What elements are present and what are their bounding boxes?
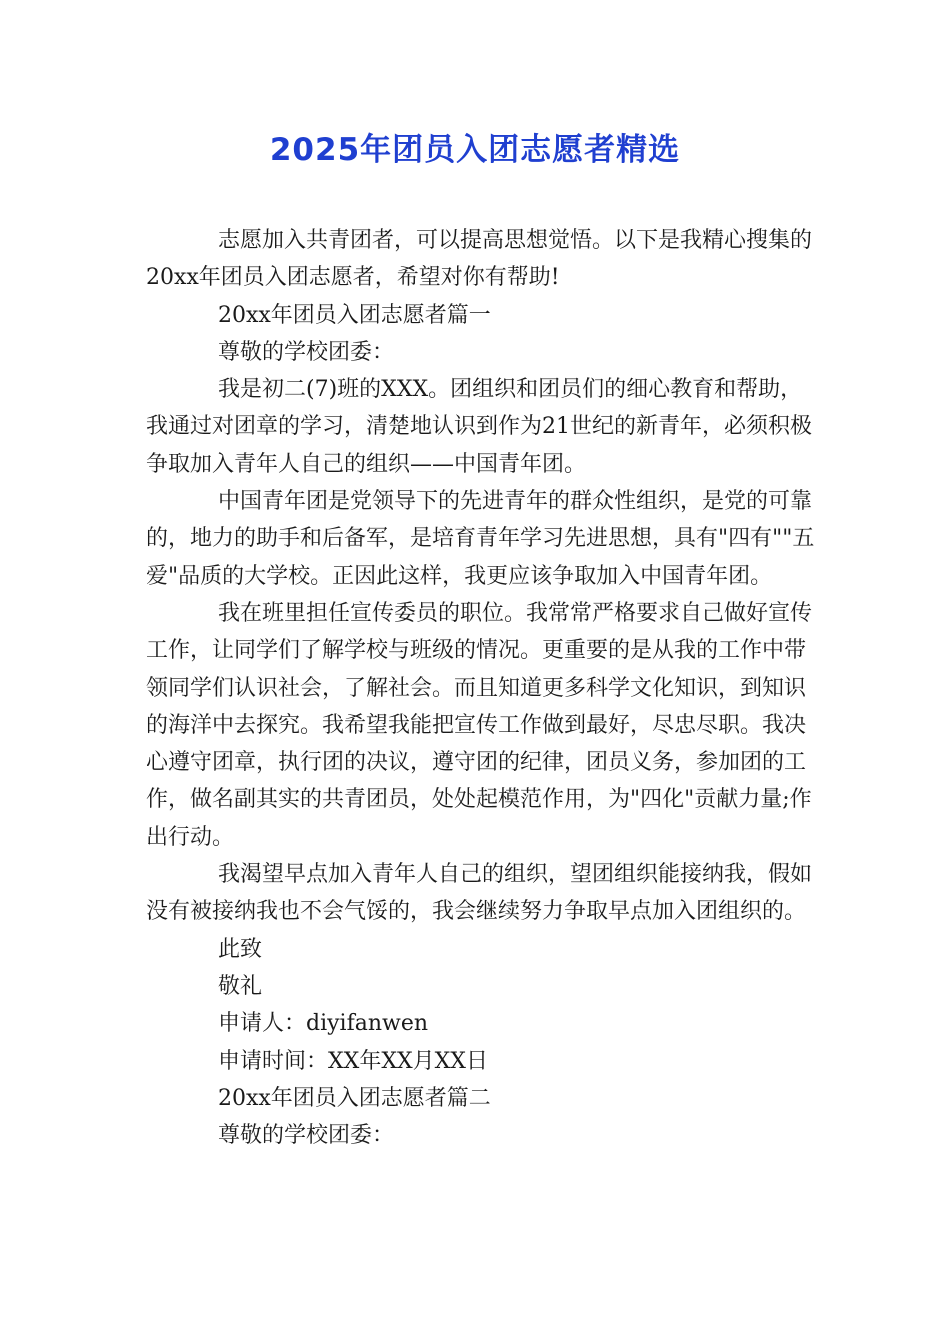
salutation-2: 尊敬的学校团委：	[218, 1123, 395, 1149]
paragraph-intro: 志愿加入共青团者，可以提高思想觉悟。以下是我精心搜集的20xx年团员入团志愿者，希望对你有帮助!	[146, 228, 813, 291]
closing-cizhi: 此致	[218, 936, 263, 962]
document-body	[146, 222, 818, 1154]
paragraph-self-intro: 我是初二(7)班的XXX。团组织和团员们的细心教育和帮助，我通过对团章的学习，清楚地认识到作为21世纪的新青年，必须积极争取加入青年人自己的组织——中国青年团。	[146, 377, 812, 477]
section-heading-2: 20xx年团员入团志愿者篇二	[218, 1085, 491, 1111]
section-heading-1: 20xx年团员入团志愿者篇一	[218, 302, 491, 328]
paragraph-role: 我在班里担任宣传委员的职位。我常常严格要求自己做好宣传工作，让同学们了解学校与班级的情况。更重要的是从我的工作中带领同学们认识社会，了解社会。而且知道更多科学文化知识，到知识的海洋中去探究。我希望我能把宣传工作做到最好，尽忠尽职。我决心遵守团章，执行团的决议，遵守团的纪律，团员义务，参加团的工作，做名副其实的共青团员，处处起模范作用，为"四化"贡献力量;作出行动。	[146, 600, 813, 850]
applicant-line: 申请人：diyifanwen	[218, 1011, 429, 1037]
salutation-1: 尊敬的学校团委：	[218, 339, 395, 365]
paragraph-wish: 我渴望早点加入青年人自己的组织，望团组织能接纳我，假如没有被接纳我也不会气馁的，我会继续努力争取早点加入团组织的。	[146, 862, 813, 925]
application-date-line: 申请时间：XX年XX月XX日	[218, 1048, 488, 1074]
paragraph-league-description: 中国青年团是党领导下的先进青年的群众性组织，是党的可靠的，地力的助手和后备军，是培育青年学习先进思想，具有"四有""五爱"品质的大学校。正因此这样，我更应该争取加入中国青年团。	[146, 489, 815, 589]
closing-jingli: 敬礼	[218, 973, 263, 999]
document-title: 2025年团员入团志愿者精选	[269, 132, 681, 168]
